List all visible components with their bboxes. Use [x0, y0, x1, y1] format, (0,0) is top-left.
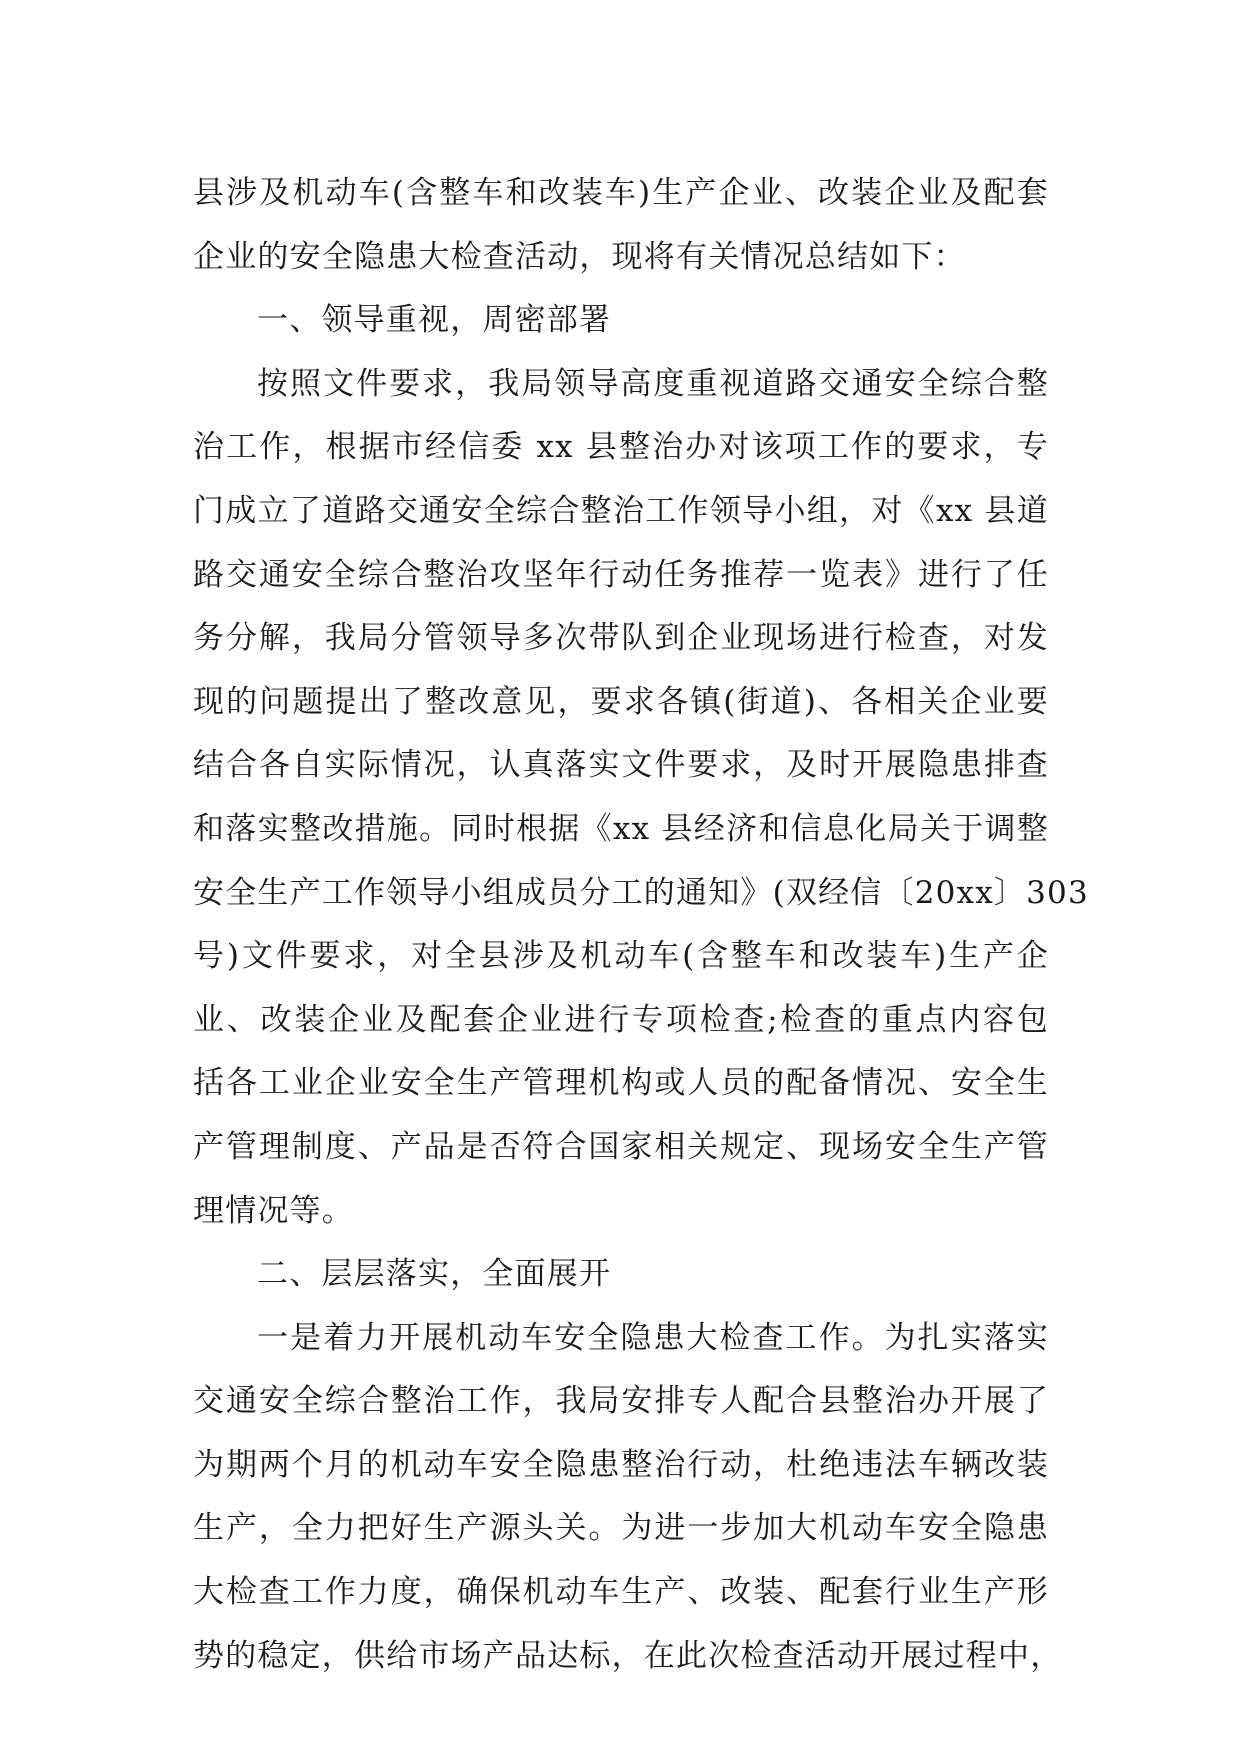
text-line: 生产，全力把好生产源头关。为进一步加大机动车安全隐患	[193, 1510, 1049, 1547]
text-line: 大检查工作力度，确保机动车生产、改装、配套行业生产形	[193, 1574, 1049, 1611]
section-heading: 一、领导重视，周密部署	[257, 302, 612, 339]
text-line: 势的稳定，供给市场产品达标，在此次检查活动开展过程中，	[193, 1637, 1063, 1674]
text-line: 产管理制度、产品是否符合国家相关规定、现场安全生产管	[193, 1128, 1049, 1165]
text-line: 交通安全综合整治工作，我局安排专人配合县整治办开展了	[193, 1383, 1049, 1420]
text-line: 一是着力开展机动车安全隐患大检查工作。为扎实落实	[257, 1319, 1049, 1356]
text-line: 县涉及机动车(含整车和改装车)生产企业、改装企业及配套	[193, 175, 1049, 211]
text-line: 结合各自实际情况，认真落实文件要求，及时开展隐患排查	[193, 747, 1049, 784]
text-line: 企业的安全隐患大检查活动，现将有关情况总结如下：	[193, 238, 966, 275]
section-heading: 二、层层落实，全面展开	[257, 1256, 612, 1293]
text-line: 治工作，根据市经信委 xx 县整治办对该项工作的要求，专	[193, 429, 1049, 466]
text-line: 门成立了道路交通安全综合整治工作领导小组，对《xx 县道	[193, 492, 1049, 529]
document-body	[193, 162, 1089, 1688]
text-line: 括各工业企业安全生产管理机构或人员的配备情况、安全生	[193, 1065, 1049, 1102]
text-line: 务分解，我局分管领导多次带队到企业现场进行检查，对发	[193, 620, 1049, 657]
text-line: 按照文件要求，我局领导高度重视道路交通安全综合整	[257, 365, 1049, 402]
text-line: 业、改装企业及配套企业进行专项检查;检查的重点内容包	[193, 1001, 1049, 1038]
text-line: 和落实整改措施。同时根据《xx 县经济和信息化局关于调整	[193, 810, 1049, 847]
text-line: 为期两个月的机动车安全隐患整治行动，杜绝违法车辆改装	[193, 1446, 1049, 1483]
text-line: 现的问题提出了整改意见，要求各镇(街道)、各相关企业要	[193, 683, 1049, 720]
text-line: 理情况等。	[193, 1192, 354, 1229]
text-line: 号)文件要求，对全县涉及机动车(含整车和改装车)生产企	[193, 938, 1049, 975]
text-line: 安全生产工作领导小组成员分工的通知》(双经信〔20xx〕303	[193, 874, 1089, 911]
text-line: 路交通安全综合整治攻坚年行动任务推荐一览表》进行了任	[193, 556, 1049, 593]
